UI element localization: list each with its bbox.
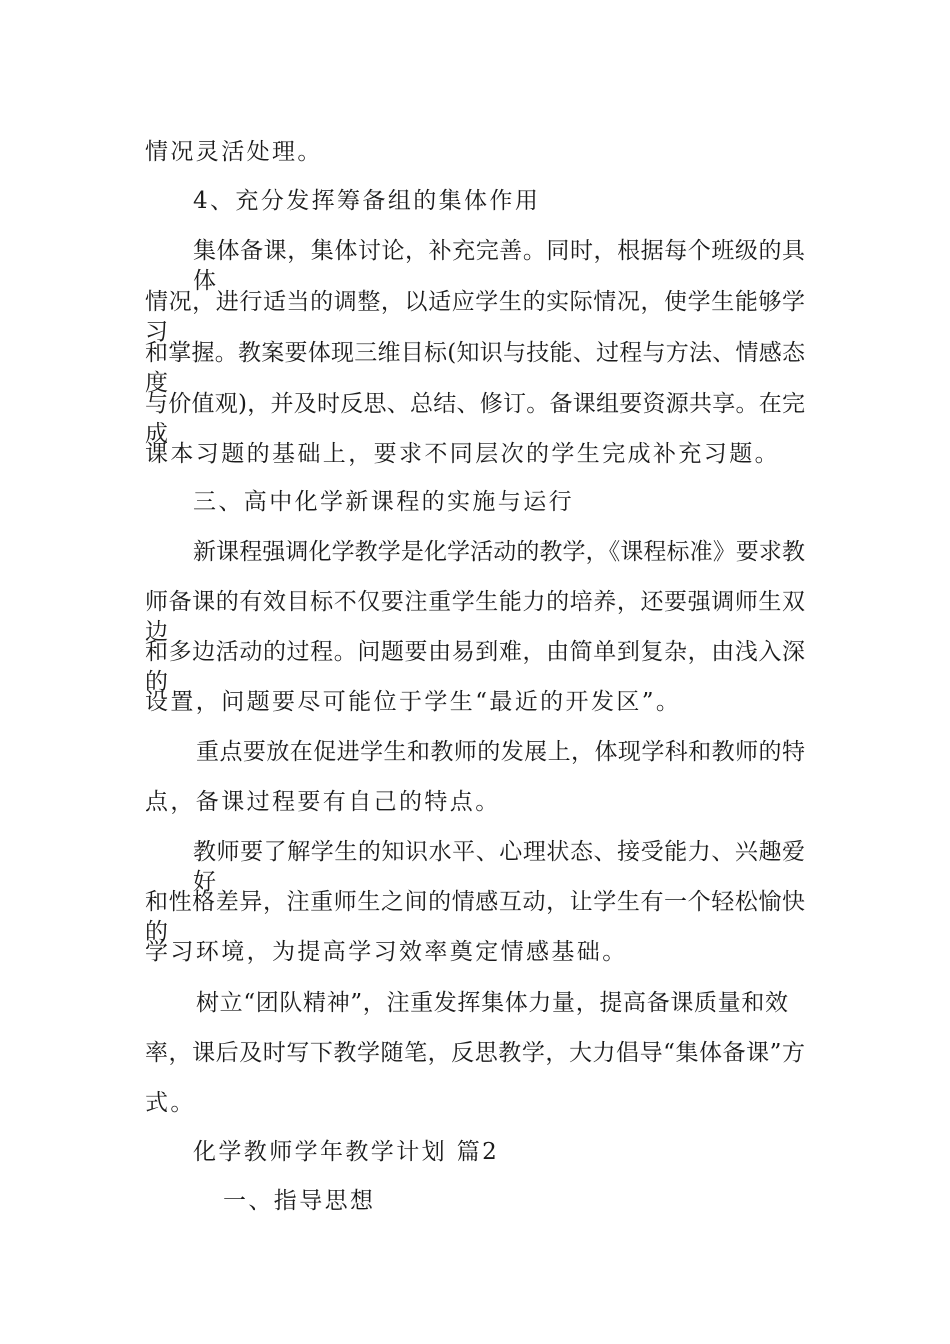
text-line: 集体备课，集体讨论，补充完善。同时，根据每个班级的具体 bbox=[193, 238, 805, 294]
section-heading: 4、充分发挥筹备组的集体作用 bbox=[193, 188, 541, 214]
text-line: 情况，进行适当的调整，以适应学生的实际情况，使学生能够学习 bbox=[145, 289, 805, 345]
text-line: 重点要放在促进学生和教师的发展上，体现学科和教师的特 bbox=[196, 739, 805, 765]
text-line: 设置，问题要尽可能位于学生“最近的开发区”。 bbox=[145, 689, 682, 715]
text-line: 与价值观)，并及时反思、总结、修订。备课组要资源共享。在完成 bbox=[145, 391, 805, 447]
text-line: 和多边活动的过程。问题要由易到难，由简单到复杂，由浅入深的 bbox=[145, 639, 805, 695]
text-line: 树立“团队精神”，注重发挥集体力量，提高备课质量和效 bbox=[196, 990, 788, 1016]
section-heading: 三、高中化学新课程的实施与运行 bbox=[193, 489, 574, 515]
text-line: 式。 bbox=[145, 1090, 196, 1116]
text-line: 学习环境，为提高学习效率奠定情感基础。 bbox=[145, 939, 628, 965]
text-line: 率，课后及时写下教学随笔，反思教学，大力倡导“集体备课”方 bbox=[145, 1040, 805, 1066]
text-line: 点，备课过程要有自己的特点。 bbox=[145, 789, 501, 815]
text-line: 师备课的有效目标不仅要注重学生能力的培养，还要强调师生双边 bbox=[145, 589, 805, 645]
text-line: 新课程强调化学教学是化学活动的教学，《课程标准》要求教 bbox=[193, 539, 805, 565]
section-heading: 一、指导思想 bbox=[223, 1188, 376, 1214]
section-heading: 化学教师学年教学计划 篇2 bbox=[193, 1139, 500, 1165]
text-line: 情况灵活处理。 bbox=[145, 139, 323, 165]
text-line: 教师要了解学生的知识水平、心理状态、接受能力、兴趣爱好 bbox=[193, 839, 805, 895]
text-line: 和性格差异，注重师生之间的情感互动，让学生有一个轻松愉快的 bbox=[145, 889, 805, 945]
text-line: 课本习题的基础上，要求不同层次的学生完成补充习题。 bbox=[145, 441, 780, 467]
text-line: 和掌握。教案要体现三维目标(知识与技能、过程与方法、情感态度 bbox=[145, 340, 805, 396]
